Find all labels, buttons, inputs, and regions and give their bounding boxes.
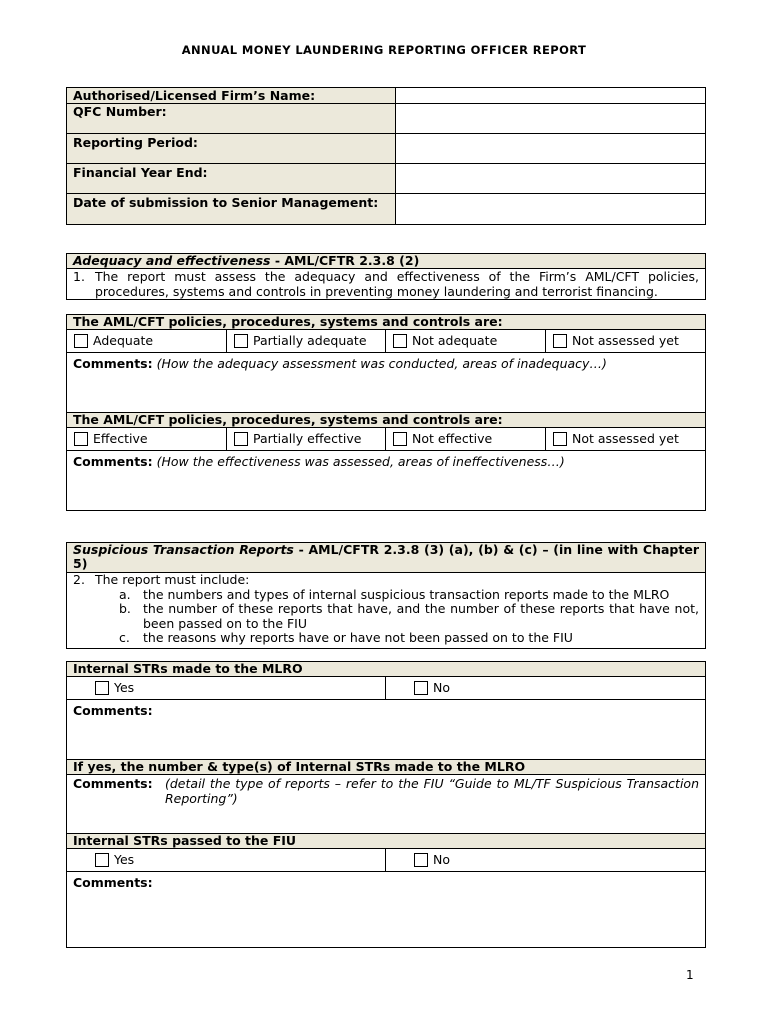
comments-hint: (detail the type of reports – refer to the FIU “Guide to ML/TF Suspicious Transaction Reporting”) — [165, 776, 699, 806]
adequacy-section — [66, 253, 706, 300]
section-heading — [67, 543, 705, 573]
option-no[interactable] — [386, 677, 705, 699]
checkbox[interactable] — [234, 334, 248, 348]
table-row — [67, 104, 705, 134]
option-label: Yes — [114, 680, 135, 695]
option-label: Not adequate — [412, 333, 498, 348]
adequacy-options — [67, 330, 705, 353]
option-label: Partially adequate — [253, 333, 367, 348]
checkbox[interactable] — [74, 334, 88, 348]
checkbox[interactable] — [234, 432, 248, 446]
passed-strs-header: Internal STRs passed to the FIU — [67, 834, 705, 849]
comments-label: Comments: — [73, 776, 153, 791]
comments-label: Comments: — [73, 454, 153, 469]
option-label: Not assessed yet — [572, 431, 679, 446]
list-item — [67, 631, 705, 646]
passed-strs-comments-field[interactable] — [67, 872, 705, 947]
option-label: Not assessed yet — [572, 333, 679, 348]
list-item — [67, 588, 705, 603]
internal-strs-detail-field[interactable] — [67, 775, 705, 834]
option-not-assessed-yet[interactable] — [546, 330, 705, 352]
effectiveness-form-header: The AML/CFT policies, procedures, systems and controls are: — [67, 413, 705, 428]
checkbox[interactable] — [74, 432, 88, 446]
internal-strs-comments-field[interactable] — [67, 700, 705, 760]
page-title: ANNUAL MONEY LAUNDERING REPORTING OFFICER REPORT — [181, 43, 587, 57]
table-row — [67, 194, 705, 224]
option-label: Adequate — [93, 333, 154, 348]
comments-label: Comments: — [73, 356, 153, 371]
option-no[interactable] — [386, 849, 705, 871]
adequacy-form-header: The AML/CFT policies, procedures, systems and controls are: — [67, 315, 705, 330]
effectiveness-comments-field[interactable] — [67, 451, 705, 510]
financial-year-end-label: Financial Year End: — [67, 164, 396, 193]
section-heading-ref: - AML/CFTR 2.3.8 (3) (a), (b) & (c) – (in line with Chapter 5) — [73, 542, 700, 571]
adequacy-comments-field[interactable] — [67, 353, 705, 413]
option-partially-adequate[interactable] — [227, 330, 386, 352]
checkbox[interactable] — [414, 681, 428, 695]
comments-label: Comments: — [73, 875, 153, 890]
checkbox[interactable] — [414, 853, 428, 867]
checkbox[interactable] — [553, 334, 567, 348]
list-item — [67, 602, 705, 631]
option-yes[interactable] — [67, 849, 386, 871]
comments-hint: (How the adequacy assessment was conducted, areas of inadequacy…) — [156, 356, 607, 371]
effectiveness-options — [67, 428, 705, 451]
table-row — [67, 88, 705, 104]
checkbox[interactable] — [95, 853, 109, 867]
comments-label: Comments: — [73, 703, 153, 718]
qfc-number-label: QFC Number: — [67, 104, 396, 133]
requirement-item — [67, 573, 705, 648]
sub-item-letter: a. — [119, 586, 131, 602]
page-number: 1 — [686, 968, 694, 982]
submission-date-label: Date of submission to Senior Management: — [67, 194, 396, 224]
option-effective[interactable] — [67, 428, 227, 450]
checkbox[interactable] — [393, 334, 407, 348]
policies-assessment-form — [66, 314, 706, 511]
checkbox[interactable] — [95, 681, 109, 695]
reporting-period-field[interactable] — [396, 134, 705, 163]
option-label: No — [433, 852, 450, 867]
checkbox[interactable] — [553, 432, 567, 446]
sub-item-text: the number of these reports that have, and the number of these reports that have not, been passed on to the FIU — [143, 601, 699, 631]
section-heading — [67, 254, 705, 269]
internal-strs-header: Internal STRs made to the MLRO — [67, 662, 705, 677]
sub-item-text: the numbers and types of internal suspicious transaction reports made to the MLRO — [143, 586, 670, 602]
firm-info-table — [66, 87, 706, 225]
item-text: The report must assess the adequacy and effectiveness of the Firm’s AML/CFT policies, procedures, systems and controls in preventing money laundering and terrorist financing. — [95, 269, 699, 299]
table-row — [67, 164, 705, 194]
checkbox[interactable] — [393, 432, 407, 446]
section-heading-ref: - AML/CFTR 2.3.8 (2) — [270, 253, 420, 268]
firm-name-label: Authorised/Licensed Firm’s Name: — [67, 88, 396, 103]
requirement-item — [67, 269, 705, 299]
comments-hint: (How the effectiveness was assessed, areas of ineffectiveness…) — [156, 454, 565, 469]
section-heading-italic: Suspicious Transaction Reports — [73, 542, 294, 557]
option-not-effective[interactable] — [386, 428, 546, 450]
option-label: Partially effective — [253, 431, 362, 446]
passed-strs-options — [67, 849, 705, 872]
option-not-adequate[interactable] — [386, 330, 546, 352]
sub-item-letter: c. — [119, 630, 130, 645]
option-partially-effective[interactable] — [227, 428, 386, 450]
sub-item-letter: b. — [119, 601, 131, 616]
financial-year-end-field[interactable] — [396, 164, 705, 193]
internal-strs-options — [67, 677, 705, 700]
submission-date-field[interactable] — [396, 194, 705, 224]
option-adequate[interactable] — [67, 330, 227, 352]
sub-item-text: the reasons why reports have or have not been passed on to the FIU — [143, 630, 573, 645]
item-text: The report must include: — [95, 572, 250, 587]
section-heading-italic: Adequacy and effectiveness — [73, 253, 271, 268]
option-label: Not effective — [412, 431, 493, 446]
item-number: 2. — [73, 572, 85, 587]
firm-name-field[interactable] — [396, 88, 705, 103]
qfc-number-field[interactable] — [396, 104, 705, 133]
item-number: 1. — [73, 269, 85, 284]
option-not-assessed-yet[interactable] — [546, 428, 705, 450]
str-section — [66, 542, 706, 649]
option-label: No — [433, 680, 450, 695]
option-label: Effective — [93, 431, 148, 446]
table-row — [67, 134, 705, 164]
internal-strs-form — [66, 661, 706, 948]
reporting-period-label: Reporting Period: — [67, 134, 396, 163]
internal-strs-detail-header: If yes, the number & type(s) of Internal STRs made to the MLRO — [67, 760, 705, 775]
option-label: Yes — [114, 852, 135, 867]
option-yes[interactable] — [67, 677, 386, 699]
